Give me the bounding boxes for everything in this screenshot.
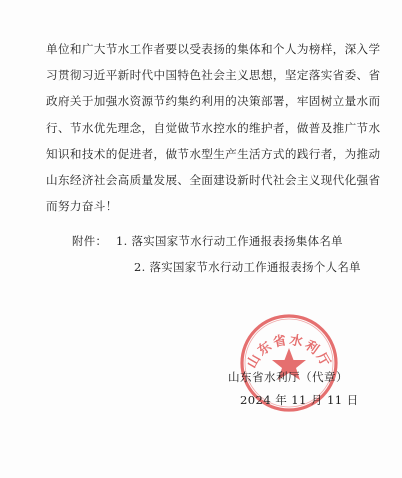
document-body [46,36,381,219]
seal-text: 山东省水利厅 [244,332,334,371]
signing-date: 2024 年 11 月 11 日 [240,393,359,407]
attachment-item-2: 2. 落实国家节水行动工作通报表扬个人名单 [134,260,361,274]
body-line: 单位和广大节水工作者要以受表扬的集体和个人为榜样，深入学 [46,42,381,56]
body-line: 习贯彻习近平新时代中国特色社会主义思想，坚定落实省委、省 [46,68,381,83]
body-line: 政府关于加强水资源节约集约利用的决策部署，牢固树立量水而 [46,94,381,109]
body-line: 行、节水优先理念，自觉做节水控水的维护者，做普及推广节水 [46,120,381,135]
body-line: 而努力奋斗！ [46,199,118,214]
body-line: 山东经济社会高质量发展、全面建设新时代社会主义现代化强省 [46,173,381,188]
attachment-item-1: 1. 落实国家节水行动工作通报表扬集体名单 [116,234,343,248]
attachment-item [72,228,392,254]
attachments-label: 附件： [72,234,108,248]
attachments-section [72,228,392,280]
body-line: 知识和技术的促进者，做节水型生产生活方式的践行者，为推动 [46,146,381,161]
signing-organization: 山东省水利厅（代章） [228,370,348,384]
